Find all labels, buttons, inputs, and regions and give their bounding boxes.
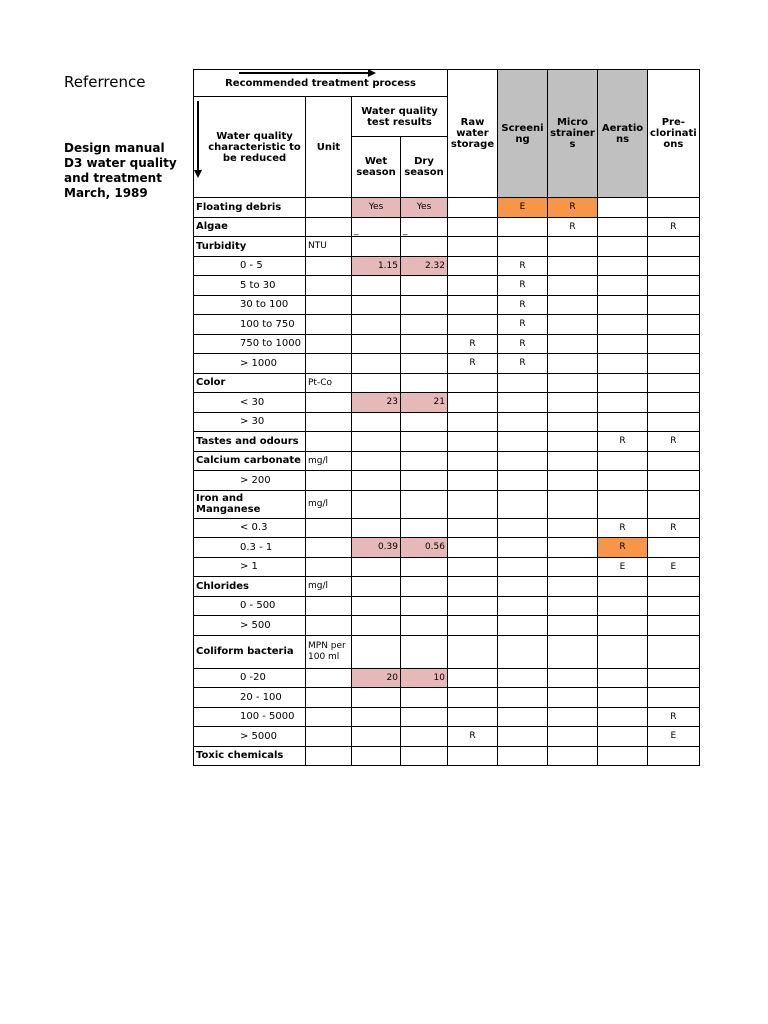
row-label: Color: [194, 373, 306, 393]
process-mark: [548, 471, 598, 491]
row-label: 0 - 500: [194, 596, 306, 616]
row-unit: [306, 256, 352, 276]
row-label: Turbidity: [194, 237, 306, 257]
dry-season-value: [401, 596, 448, 616]
process-mark: [598, 217, 648, 237]
table-row: [194, 668, 700, 688]
process-mark: [448, 217, 498, 237]
wet-season-value: [352, 577, 401, 597]
process-mark: [448, 635, 498, 668]
row-unit: [306, 315, 352, 335]
process-mark: [648, 393, 700, 413]
process-mark: [548, 256, 598, 276]
process-mark: [598, 668, 648, 688]
process-mark: [448, 237, 498, 257]
row-label: Algae: [194, 217, 306, 237]
wet-season-header: Wet season: [352, 137, 401, 198]
dry-season-value: [401, 412, 448, 432]
process-mark: [498, 557, 548, 577]
process-mark: [648, 198, 700, 218]
process-mark: [648, 256, 700, 276]
process-mark: [448, 276, 498, 296]
process-mark: [598, 490, 648, 518]
table-row: [194, 334, 700, 354]
process-mark: [498, 668, 548, 688]
row-unit: [306, 518, 352, 538]
process-mark: [498, 393, 548, 413]
process-mark: [498, 237, 548, 257]
table-row: [194, 596, 700, 616]
row-label: Toxic chemicals: [194, 746, 306, 766]
dry-season-value: [401, 688, 448, 708]
process-mark: [498, 373, 548, 393]
dry-season-value: [401, 490, 448, 518]
row-label: > 5000: [194, 727, 306, 747]
process-mark: [548, 746, 598, 766]
process-mark: [448, 412, 498, 432]
process-mark: [548, 668, 598, 688]
process-mark: R: [448, 727, 498, 747]
row-label: 0 -20: [194, 668, 306, 688]
dry-season-value: [401, 373, 448, 393]
process-mark: [548, 557, 598, 577]
process-screening: Screeni ng: [498, 70, 548, 198]
dry-season-value: [401, 432, 448, 452]
process-mark: [548, 688, 598, 708]
process-mark: [648, 373, 700, 393]
process-mark: [548, 373, 598, 393]
process-mark: R: [598, 432, 648, 452]
process-mark: [498, 727, 548, 747]
row-label: > 30: [194, 412, 306, 432]
row-unit: mg/l: [306, 577, 352, 597]
process-mark: [598, 746, 648, 766]
row-unit: [306, 432, 352, 452]
row-label: Chlorides: [194, 577, 306, 597]
process-mark: [498, 490, 548, 518]
process-mark: [498, 538, 548, 558]
wet-season-value: [352, 334, 401, 354]
process-mark: [548, 596, 598, 616]
process-mark: [598, 471, 648, 491]
wet-season-value: [352, 727, 401, 747]
row-unit: mg/l: [306, 451, 352, 471]
process-mark: [548, 412, 598, 432]
process-mark: [648, 237, 700, 257]
wet-season-value: [352, 471, 401, 491]
process-mark: [648, 688, 700, 708]
dry-season-value: [401, 354, 448, 374]
process-mark: [448, 518, 498, 538]
process-mark: [548, 295, 598, 315]
table-row: [194, 688, 700, 708]
row-label: > 1000: [194, 354, 306, 374]
process-pre-chlorinations: Pre-clorinati ons: [648, 70, 700, 198]
process-mark: R: [648, 518, 700, 538]
table-row: [194, 635, 700, 668]
wet-season-value: [352, 276, 401, 296]
process-mark: [598, 616, 648, 636]
process-mark: R: [648, 432, 700, 452]
row-unit: [306, 217, 352, 237]
table-row: [194, 354, 700, 374]
table-row: [194, 727, 700, 747]
process-mark: [648, 354, 700, 374]
process-mark: R: [448, 354, 498, 374]
process-mark: [548, 451, 598, 471]
process-mark: R: [448, 334, 498, 354]
row-unit: [306, 354, 352, 374]
wet-season-value: [352, 635, 401, 668]
table-row: [194, 518, 700, 538]
row-unit: [306, 707, 352, 727]
process-mark: [448, 198, 498, 218]
process-raw-water-storage: Raw water storage: [448, 70, 498, 198]
process-mark: R: [498, 354, 548, 374]
right-arrow-icon: [239, 72, 374, 74]
process-mark: R: [498, 334, 548, 354]
process-mark: [448, 490, 498, 518]
process-mark: [648, 451, 700, 471]
row-label: Floating debris: [194, 198, 306, 218]
process-mark: [598, 256, 648, 276]
row-unit: Pt-Co: [306, 373, 352, 393]
row-label: > 1: [194, 557, 306, 577]
process-mark: [548, 276, 598, 296]
row-label: 5 to 30: [194, 276, 306, 296]
process-mark: [548, 334, 598, 354]
dry-season-value: 10: [401, 668, 448, 688]
process-mark: [598, 688, 648, 708]
process-mark: [598, 334, 648, 354]
wet-season-value: 23: [352, 393, 401, 413]
process-mark: [598, 596, 648, 616]
wet-season-value: [352, 490, 401, 518]
dry-season-value: 0.56: [401, 538, 448, 558]
dry-season-value: [401, 334, 448, 354]
wet-season-value: [352, 295, 401, 315]
process-mark: [548, 490, 598, 518]
dry-season-value: [401, 727, 448, 747]
table-row: [194, 217, 700, 237]
process-mark: [448, 707, 498, 727]
treatment-table: [193, 69, 700, 766]
row-label: 30 to 100: [194, 295, 306, 315]
process-mark: [598, 577, 648, 597]
reference-source: Design manual D3 water quality and treatment March, 1989: [64, 141, 177, 200]
row-unit: NTU: [306, 237, 352, 257]
table-row: [194, 471, 700, 491]
table-row: [194, 538, 700, 558]
process-mark: [498, 217, 548, 237]
process-mark: [598, 707, 648, 727]
wet-season-value: [352, 688, 401, 708]
row-label: > 200: [194, 471, 306, 491]
process-mark: R: [648, 707, 700, 727]
dry-season-value: Yes: [401, 198, 448, 218]
row-unit: [306, 393, 352, 413]
process-mark: [648, 276, 700, 296]
dry-season-value: 2.32: [401, 256, 448, 276]
down-arrow-icon: [197, 101, 199, 175]
process-mark: [448, 256, 498, 276]
wet-season-value: _: [352, 217, 401, 237]
process-mark: [448, 616, 498, 636]
table-row: [194, 276, 700, 296]
process-mark: [548, 577, 598, 597]
process-mark: [448, 393, 498, 413]
process-mark: R: [498, 315, 548, 335]
wet-season-value: [352, 373, 401, 393]
process-mark: [598, 198, 648, 218]
process-mark: [648, 668, 700, 688]
row-unit: [306, 668, 352, 688]
process-mark: [648, 490, 700, 518]
process-mark: R: [598, 538, 648, 558]
row-unit: [306, 557, 352, 577]
process-mark: [648, 412, 700, 432]
characteristic-header: [194, 97, 306, 198]
process-mark: [498, 471, 548, 491]
row-label: 100 to 750: [194, 315, 306, 335]
process-mark: [448, 688, 498, 708]
process-mark: [648, 295, 700, 315]
process-mark: [598, 276, 648, 296]
process-mark: [498, 412, 548, 432]
row-label: > 500: [194, 616, 306, 636]
process-mark: E: [498, 198, 548, 218]
test-results-header: Water quality test results: [352, 97, 448, 137]
process-mark: E: [598, 557, 648, 577]
dry-season-value: [401, 746, 448, 766]
process-mark: [448, 538, 498, 558]
row-label: 100 - 5000: [194, 707, 306, 727]
table-row: [194, 577, 700, 597]
process-mark: [648, 635, 700, 668]
process-mark: [648, 746, 700, 766]
table-row: [194, 256, 700, 276]
row-unit: [306, 727, 352, 747]
dry-season-value: [401, 577, 448, 597]
process-mark: E: [648, 557, 700, 577]
row-unit: [306, 746, 352, 766]
process-mark: [448, 557, 498, 577]
wet-season-value: Yes: [352, 198, 401, 218]
recommended-header: [194, 70, 448, 97]
process-mark: [498, 451, 548, 471]
wet-season-value: [352, 451, 401, 471]
process-mark: [448, 668, 498, 688]
dry-season-value: [401, 518, 448, 538]
table-row: [194, 295, 700, 315]
row-unit: [306, 616, 352, 636]
process-mark: [498, 577, 548, 597]
process-mark: [498, 746, 548, 766]
process-mark: [648, 334, 700, 354]
row-label: < 0.3: [194, 518, 306, 538]
process-mark: [548, 237, 598, 257]
process-mark: [498, 432, 548, 452]
process-mark: [648, 596, 700, 616]
table-row: [194, 432, 700, 452]
row-unit: mg/l: [306, 490, 352, 518]
wet-season-value: 20: [352, 668, 401, 688]
wet-season-value: [352, 432, 401, 452]
row-unit: [306, 198, 352, 218]
dry-season-header: Dry season: [401, 137, 448, 198]
wet-season-value: [352, 746, 401, 766]
wet-season-value: [352, 557, 401, 577]
process-mark: R: [498, 295, 548, 315]
row-label: Tastes and odours: [194, 432, 306, 452]
row-label: 0.3 - 1: [194, 538, 306, 558]
dry-season-value: [401, 616, 448, 636]
dry-season-value: [401, 315, 448, 335]
wet-season-value: [352, 596, 401, 616]
row-label: 750 to 1000: [194, 334, 306, 354]
process-mark: [548, 315, 598, 335]
process-mark: [448, 432, 498, 452]
row-label: Calcium carbonate: [194, 451, 306, 471]
wet-season-value: [352, 354, 401, 374]
process-mark: [598, 451, 648, 471]
unit-header: Unit: [306, 97, 352, 198]
row-label: 0 - 5: [194, 256, 306, 276]
row-unit: MPN per 100 ml: [306, 635, 352, 668]
table-row: [194, 490, 700, 518]
row-unit: [306, 334, 352, 354]
process-mark: [448, 295, 498, 315]
process-mark: [448, 315, 498, 335]
dry-season-value: [401, 557, 448, 577]
process-mark: [598, 315, 648, 335]
process-mark: [498, 518, 548, 538]
table-row: [194, 557, 700, 577]
dry-season-value: [401, 276, 448, 296]
process-mark: [598, 412, 648, 432]
dry-season-value: [401, 635, 448, 668]
process-mark: [598, 354, 648, 374]
process-mark: [598, 727, 648, 747]
wet-season-value: [352, 237, 401, 257]
reference-title: Referrence: [64, 73, 146, 91]
process-mark: [648, 616, 700, 636]
process-aerations: Aeratio ns: [598, 70, 648, 198]
process-mark: E: [648, 727, 700, 747]
dry-season-value: _: [401, 217, 448, 237]
row-unit: [306, 688, 352, 708]
process-mark: [648, 577, 700, 597]
dry-season-value: 21: [401, 393, 448, 413]
process-mark: [598, 635, 648, 668]
process-mark: [448, 373, 498, 393]
row-unit: [306, 276, 352, 296]
wet-season-value: 1.15: [352, 256, 401, 276]
row-label: Coliform bacteria: [194, 635, 306, 668]
wet-season-value: 0.39: [352, 538, 401, 558]
row-unit: [306, 538, 352, 558]
dry-season-value: [401, 295, 448, 315]
process-mark: R: [598, 518, 648, 538]
process-micro-strainers: Micro strainer s: [548, 70, 598, 198]
process-mark: [448, 471, 498, 491]
process-mark: [498, 635, 548, 668]
table-row: [194, 198, 700, 218]
dry-season-value: [401, 707, 448, 727]
table-row: [194, 707, 700, 727]
table-row: [194, 746, 700, 766]
wet-season-value: [352, 616, 401, 636]
process-mark: [548, 707, 598, 727]
process-mark: R: [548, 217, 598, 237]
process-mark: R: [498, 256, 548, 276]
process-mark: [548, 432, 598, 452]
process-mark: [548, 538, 598, 558]
table-row: [194, 451, 700, 471]
dry-season-value: [401, 237, 448, 257]
table-row: [194, 393, 700, 413]
row-label: Iron and Manganese: [194, 490, 306, 518]
process-mark: [448, 577, 498, 597]
table-row: [194, 373, 700, 393]
table-row: [194, 616, 700, 636]
table-row: [194, 237, 700, 257]
process-mark: [498, 596, 548, 616]
process-mark: [598, 393, 648, 413]
dry-season-value: [401, 451, 448, 471]
process-mark: [598, 373, 648, 393]
row-label: < 30: [194, 393, 306, 413]
wet-season-value: [352, 412, 401, 432]
wet-season-value: [352, 707, 401, 727]
process-mark: [498, 707, 548, 727]
table-row: [194, 412, 700, 432]
wet-season-value: [352, 518, 401, 538]
process-mark: R: [548, 198, 598, 218]
process-mark: R: [648, 217, 700, 237]
process-mark: [548, 727, 598, 747]
wet-season-value: [352, 315, 401, 335]
process-mark: [648, 471, 700, 491]
process-mark: [448, 746, 498, 766]
process-mark: [498, 616, 548, 636]
process-mark: [448, 596, 498, 616]
process-mark: [598, 295, 648, 315]
characteristic-label: Water quality characteristic to be reduced: [208, 130, 301, 164]
row-unit: [306, 596, 352, 616]
process-mark: [448, 451, 498, 471]
row-label: 20 - 100: [194, 688, 306, 708]
process-mark: [548, 393, 598, 413]
row-unit: [306, 471, 352, 491]
table-row: [194, 315, 700, 335]
process-mark: [548, 635, 598, 668]
process-mark: [548, 616, 598, 636]
process-mark: [648, 538, 700, 558]
process-mark: [598, 237, 648, 257]
row-unit: [306, 412, 352, 432]
process-mark: [498, 688, 548, 708]
process-mark: [548, 518, 598, 538]
recommended-label: Recommended treatment process: [225, 77, 416, 89]
dry-season-value: [401, 471, 448, 491]
process-mark: [648, 315, 700, 335]
row-unit: [306, 295, 352, 315]
process-mark: [548, 354, 598, 374]
process-mark: R: [498, 276, 548, 296]
